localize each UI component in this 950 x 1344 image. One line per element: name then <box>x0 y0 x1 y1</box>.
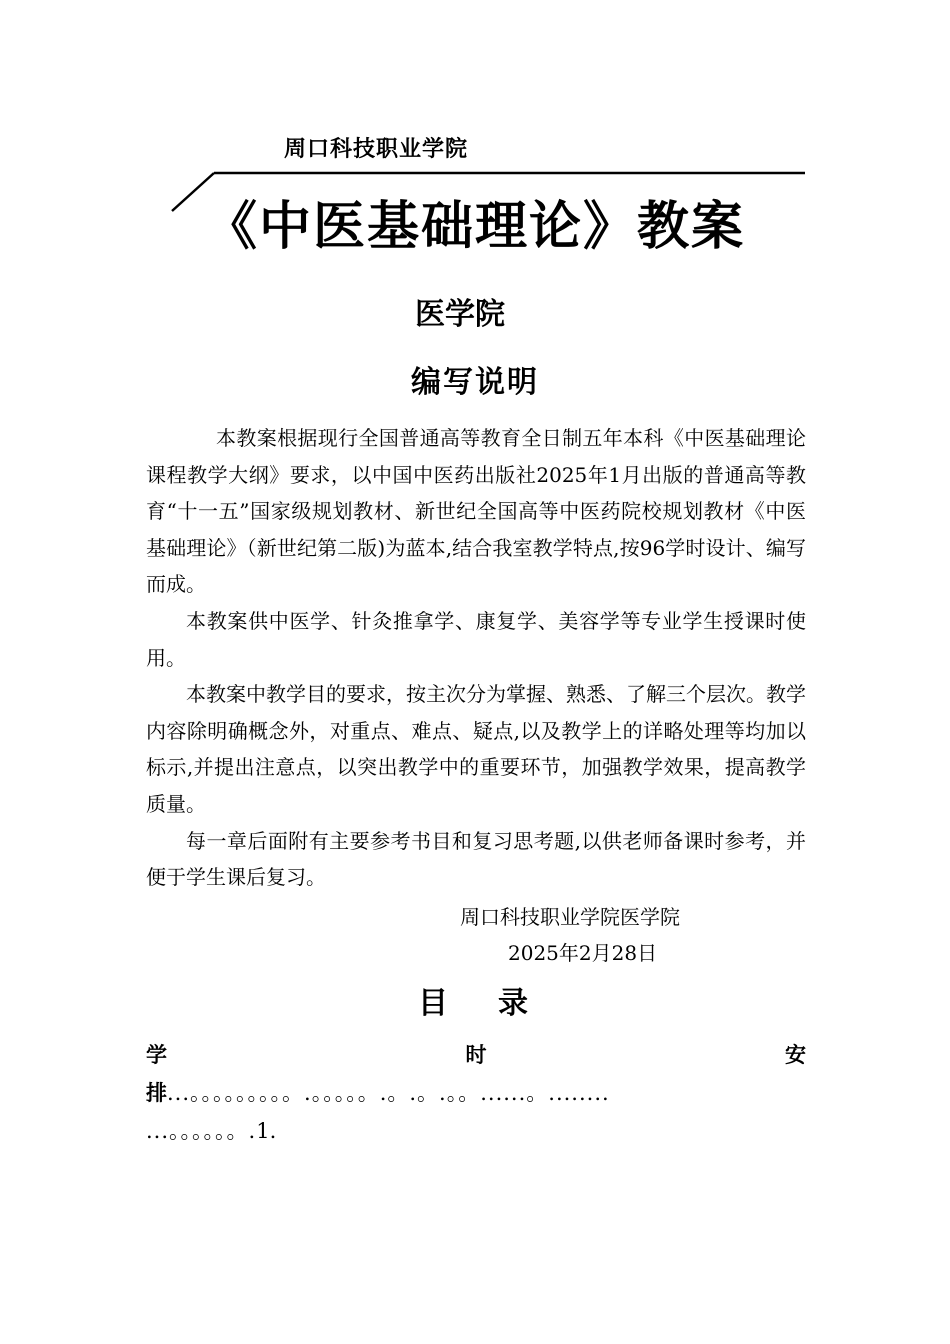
toc-entry-char: 排 <box>146 1080 167 1105</box>
toc-entry-char: 学 <box>146 1042 167 1067</box>
signature-date: 2025年2月28日 <box>508 941 658 965</box>
toc-entry-char: 安 <box>785 1042 806 1067</box>
toc-entry-char: 时 <box>465 1042 487 1067</box>
toc-leader-dots: ...。。。。。。。。。.。。。。。.。.。.。。......。........ <box>167 1081 610 1105</box>
notes-paragraph: 本教案供中医学、针灸推拿学、康复学、美容学等专业学生授课时使用。 <box>146 608 806 670</box>
notes-paragraph: 每一章后面附有主要参考书目和复习思考题,以供老师备课时参考，并便于学生课后复习。 <box>146 828 806 890</box>
notes-paragraph: 本教案根据现行全国普通高等教育全日制五年本科《中医基础理论课程教学大纲》要求，以中国中医药出版社2025年1月出版的普通高等教育“十一五”国家级规划教材、新世纪全国高等中医药院校规划教材《中医基础理论》（新世纪第二版)为蓝本,结合我室教学特点,按96学时设计、编写而成。 <box>146 426 806 597</box>
notes-body <box>146 420 806 896</box>
toc-page-number: 1 <box>256 1119 270 1143</box>
school-name: 周口科技职业学院 <box>284 136 469 162</box>
notes-paragraph: 本教案中教学目的要求，按主次分为掌握、熟悉、了解三个层次。教学内容除明确概念外，对重点、难点、疑点,以及教学上的详略处理等均加以标示,并提出注意点，以突出教学中的重要环节，加强教学效果，提高教学质量。 <box>146 682 806 816</box>
toc-entry[interactable] <box>146 1036 806 1150</box>
main-title: 《中医基础理论》教案 <box>204 196 745 257</box>
department-name: 医学院 <box>415 297 505 332</box>
section-title: 编写说明 <box>411 365 539 400</box>
toc-leader-dots: ...。。。。。。. <box>146 1119 257 1143</box>
signature-org: 周口科技职业学院医学院 <box>460 905 680 929</box>
toc-title: 目录 <box>418 986 578 1021</box>
toc-entry-line <box>146 1074 806 1112</box>
toc-entry-line <box>146 1036 806 1074</box>
toc-entry-line: ...。。。。。。.1. <box>146 1119 277 1143</box>
